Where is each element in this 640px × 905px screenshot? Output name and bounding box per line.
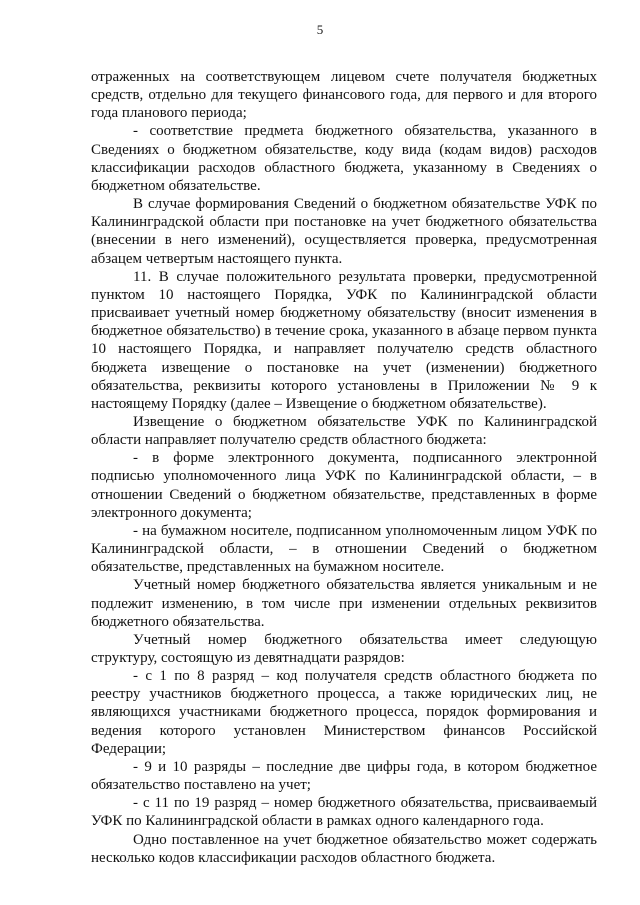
paragraph-digits-1-8: - с 1 по 8 разряд – код получателя средств областного бюджета по реестру участников бюджетного процесса, а также юридических лиц, не являющихся участниками бюджетного процесса, порядок формирования и ведения которого установлен Министерством финансов Российской Федерации;	[91, 668, 597, 757]
paragraph-number-unique: Учетный номер бюджетного обязательства является уникальным и не подлежит изменению, в том числе при изменении отдельных реквизитов бюджетного обязательства.	[91, 577, 597, 630]
paragraph-digits-9-10: - 9 и 10 разряды – последние две цифры года, в котором бюджетное обязательство поставлено на учет;	[91, 758, 597, 794]
paragraph-digits-11-19: - с 11 по 19 разряд – номер бюджетного обязательства, присваиваемый УФК по Калининградской области в рамках одного календарного года.	[91, 795, 597, 830]
paragraph-paper-form: - на бумажном носителе, подписанном уполномоченным лицом УФК по Калининградской области, – в отношении Сведений о бюджетном обязательстве, представленных на бумажном носителе.	[91, 522, 597, 576]
paragraph-number-structure: Учетный номер бюджетного обязательства имеет следующую структуру, состоящую из девятнадцати разрядов:	[91, 631, 597, 666]
paragraph-electronic-form: - в форме электронного документа, подписанного электронной подписью уполномоченного лица УФК по Калининградской области, – в отношении Сведений о бюджетном обязательстве, представленных в форме электронного документа;	[91, 450, 597, 521]
document-body	[91, 68, 597, 867]
paragraph-item-11: 11. В случае положительного результата проверки, предусмотренной пунктом 10 настоящего Порядка, УФК по Калининградской области присваивает учетный номер бюджетному обязательству (вносит изменения в бюджетное обязательство) в течение срока, указанного в абзаце первом пункта 10 настоящего Порядка, и направляет получателю средств областного бюджета извещение о постановке на учет (изменении) бюджетного обязательства, реквизиты которого установлены в Приложении № 9 к настоящему Порядку (далее – Извещение о бюджетном обязательстве).	[91, 268, 597, 412]
paragraph-ufk-check: В случае формирования Сведений о бюджетном обязательстве УФК по Калининградской области при постановке на учет бюджетного обязательства (внесении в него изменений), осуществляется проверка, предусмотренная абзацем четвертым настоящего пункта.	[91, 196, 597, 267]
paragraph-continuation: отраженных на соответствующем лицевом счете получателя бюджетных средств, отдельно для текущего финансового года, для первого и для второго года планового периода;	[91, 69, 597, 122]
paragraph-notice-intro: Извещение о бюджетном обязательстве УФК по Калининградской области направляет получателю средств областного бюджета:	[91, 413, 597, 449]
page-number: 5	[316, 22, 324, 37]
paragraph-multiple-codes: Одно поставленное на учет бюджетное обязательство может содержать несколько кодов классификации расходов областного бюджета.	[91, 831, 597, 866]
paragraph-subject-check: - соответствие предмета бюджетного обязательства, указанного в Сведениях о бюджетном обязательстве, коду вида (кодам видов) расходов классификации расходов областного бюджета, указанному в Сведениях о бюджетном обязательстве.	[91, 123, 597, 194]
